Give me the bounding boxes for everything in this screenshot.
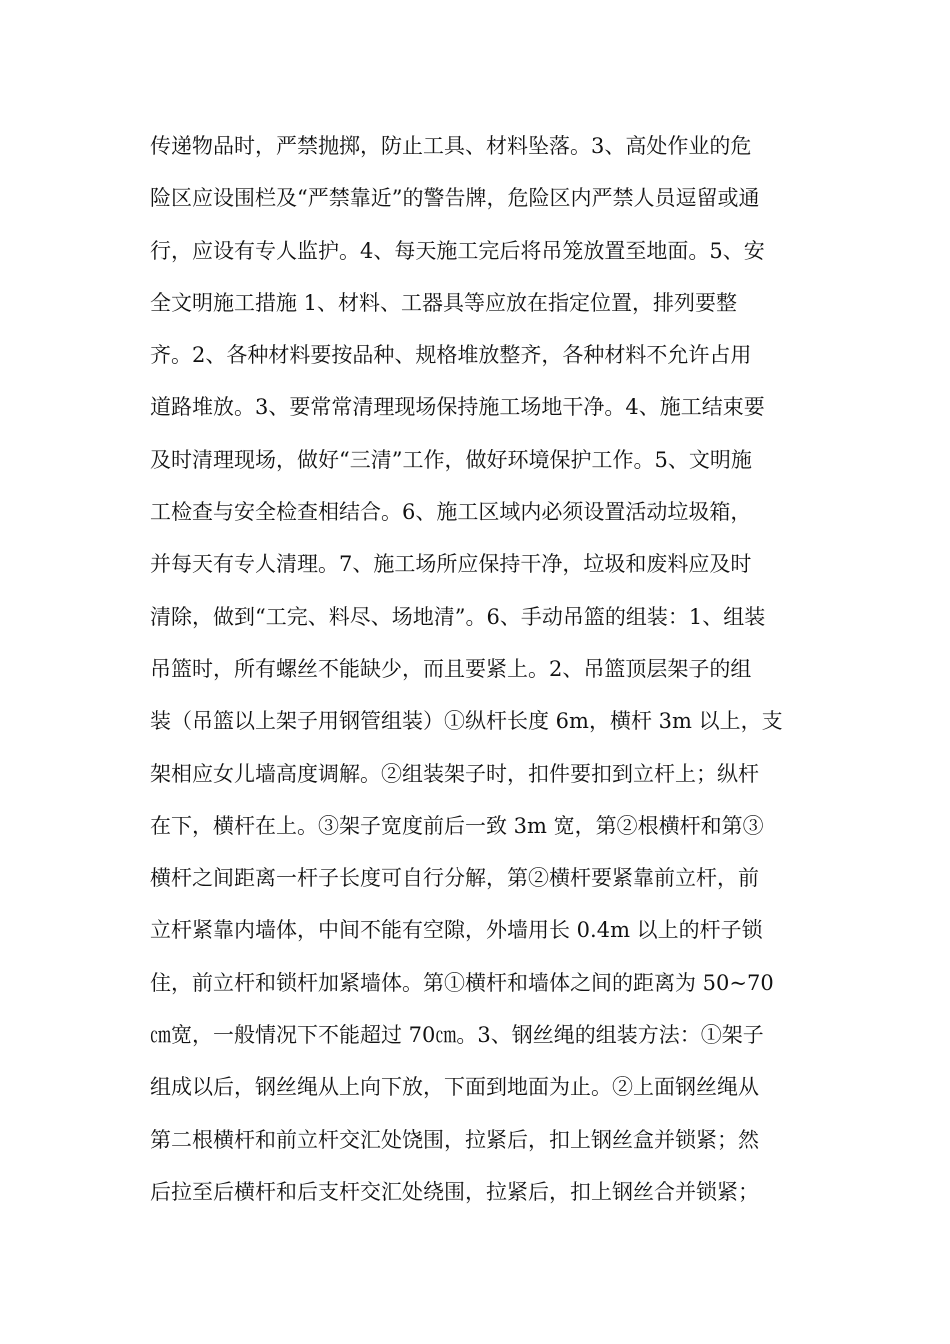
- text-line-19: 组成以后，钢丝绳从上向下放，下面到地面为止。②上面钢丝绳从: [150, 1075, 759, 1100]
- text-line-15: 横杆之间距离一杆子长度可自行分解，第②横杆要紧靠前立杆，前: [150, 866, 759, 891]
- text-line-11: 吊篮时，所有螺丝不能缺少，而且要紧上。2、吊篮顶层架子的组: [150, 656, 752, 681]
- body-text: [150, 120, 810, 1218]
- text-line-7: 及时清理现场，做好“三清”工作，做好环境保护工作。5、文明施: [150, 447, 752, 472]
- text-line-5: 齐。2、各种材料要按品种、规格堆放整齐，各种材料不允许占用: [150, 343, 752, 368]
- text-line-4: 全文明施工措施 1、材料、工器具等应放在指定位置，排列要整: [150, 290, 738, 315]
- text-line-3: 行，应设有专人监护。4、每天施工完后将吊笼放置至地面。5、安: [150, 238, 765, 263]
- text-line-2: 险区应设围栏及“严禁靠近”的警告牌，危险区内严禁人员逗留或通: [150, 186, 760, 211]
- text-line-1: 传递物品时，严禁抛掷，防止工具、材料坠落。3、高处作业的危: [150, 134, 752, 158]
- text-line-9: 并每天有专人清理。7、施工场所应保持干净，垃圾和废料应及时: [150, 552, 752, 577]
- text-line-18: ㎝宽，一般情况下不能超过 70㎝。3、钢丝绳的组装方法：①架子: [150, 1023, 764, 1048]
- text-line-17: 住，前立杆和锁杆加紧墙体。第①横杆和墙体之间的距离为 50~70: [150, 970, 774, 995]
- text-line-14: 在下，横杆在上。③架子宽度前后一致 3m 宽，第②根横杆和第③: [150, 813, 764, 838]
- text-line-13: 架相应女儿墙高度调解。②组装架子时，扣件要扣到立杆上；纵杆: [150, 761, 759, 786]
- text-line-10: 清除，做到“工完、料尽、场地清”。6、手动吊篮的组装：1、组装: [150, 604, 766, 629]
- text-line-21: 后拉至后横杆和后支杆交汇处绕围，拉紧后，扣上钢丝合并锁紧；: [150, 1179, 759, 1204]
- text-line-12: 装（吊篮以上架子用钢管组装）①纵杆长度 6m，横杆 3m 以上，支: [150, 709, 783, 734]
- text-line-16: 立杆紧靠内墙体，中间不能有空隙，外墙用长 0.4m 以上的杆子锁: [150, 918, 763, 943]
- text-line-20: 第二根横杆和前立杆交汇处饶围，拉紧后，扣上钢丝盒并锁紧；然: [150, 1127, 759, 1152]
- text-line-8: 工检查与安全检查相结合。6、施工区域内必须设置活动垃圾箱，: [150, 500, 752, 525]
- text-line-6: 道路堆放。3、要常常清理现场保持施工场地干净。4、施工结束要: [150, 395, 765, 420]
